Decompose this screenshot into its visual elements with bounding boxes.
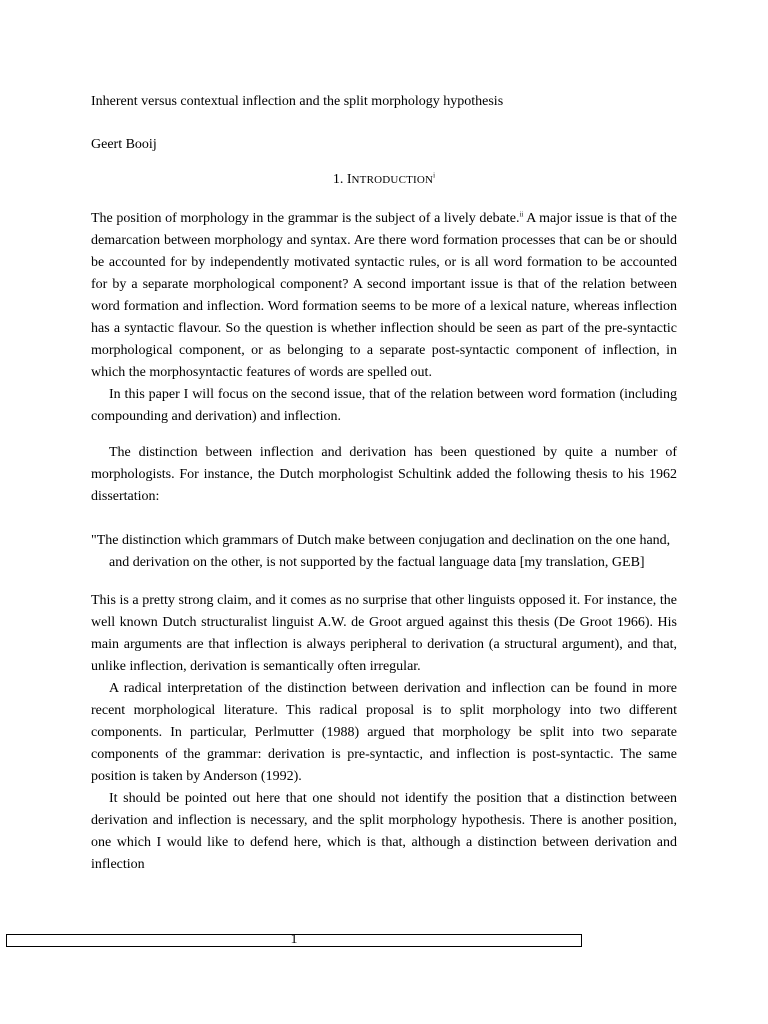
paragraph-claim: This is a pretty strong claim, and it comes as no surprise that other linguists opposed it. For instance, the well known Dutch structuralist linguist A.W. de Groot argued against this thesis (De Groot 1966). His main arguments are that inflection is always peripheral to derivation (a structural argument), and that, unlike inflection, derivation is semantically often irregular. [91,593,677,674]
paragraph-distinction: The distinction between inflection and derivation has been questioned by quite a number of morphologists. For instance, the Dutch morphologist Schultink added the following thesis to his 1962 dissertation: [91,445,677,504]
paragraph-radical: A radical interpretation of the distinction between derivation and inflection can be found in more recent morphological literature. This radical proposal is to split morphology into two different components. In particular, Perlmutter (1988) argued that morphology be split into two separate components of the grammar: derivation is pre-syntactic, and inflection is post-syntactic. The same position is taken by Anderson (1992). [91,681,677,784]
paragraph-intro-rest: A major issue is that of the demarcation between morphology and syntax. Are there word formation processes that can be or should be accounted for by independently motivated syntactic rules, or is all word formation to be accounted for by a separate morphological component? A second important issue is that of the relation between word formation and inflection. Word formation seems to be more of a lexical nature, whereas inflection has a syntactic flavour. So the question is whether inflection should be seen as part of the pre-syntactic morphological component, or as belonging to a separate post-syntactic component of inflection, in which the morphosyntactic features of words are spelled out. [91,211,677,380]
section-footnote-marker: i [433,171,436,180]
document-page [91,92,677,876]
footnote-marker-ii: ii [519,210,524,219]
section-heading [91,170,677,192]
author-name: Geert Booij [91,137,157,152]
page-footer [6,934,582,947]
block-quote: "The distinction which grammars of Dutch make between conjugation and declination on the one hand, and derivation on the other, is not supported by the factual language data [my translation, GEB] [91,533,671,570]
paragraph-intro [91,208,677,384]
section-label: NTRODUCTION [351,174,434,186]
page-number: 1 [290,932,298,947]
paragraph-position: It should be pointed out here that one should not identify the position that a distinction between derivation and inflection is necessary, and the split morphology hypothesis. There is another position, one which I would like to defend here, which is that, although a distinction between derivation and inflection [91,791,677,872]
document-title: Inherent versus contextual inflection and the split morphology hypothesis [91,94,504,109]
paragraph-intro-start: The position of morphology in the grammar is the subject of a lively debate. [91,211,520,226]
section-number: 1. I [332,172,352,187]
paragraph-focus: In this paper I will focus on the second issue, that of the relation between word formation (including compounding and derivation) and inflection. [91,387,677,424]
